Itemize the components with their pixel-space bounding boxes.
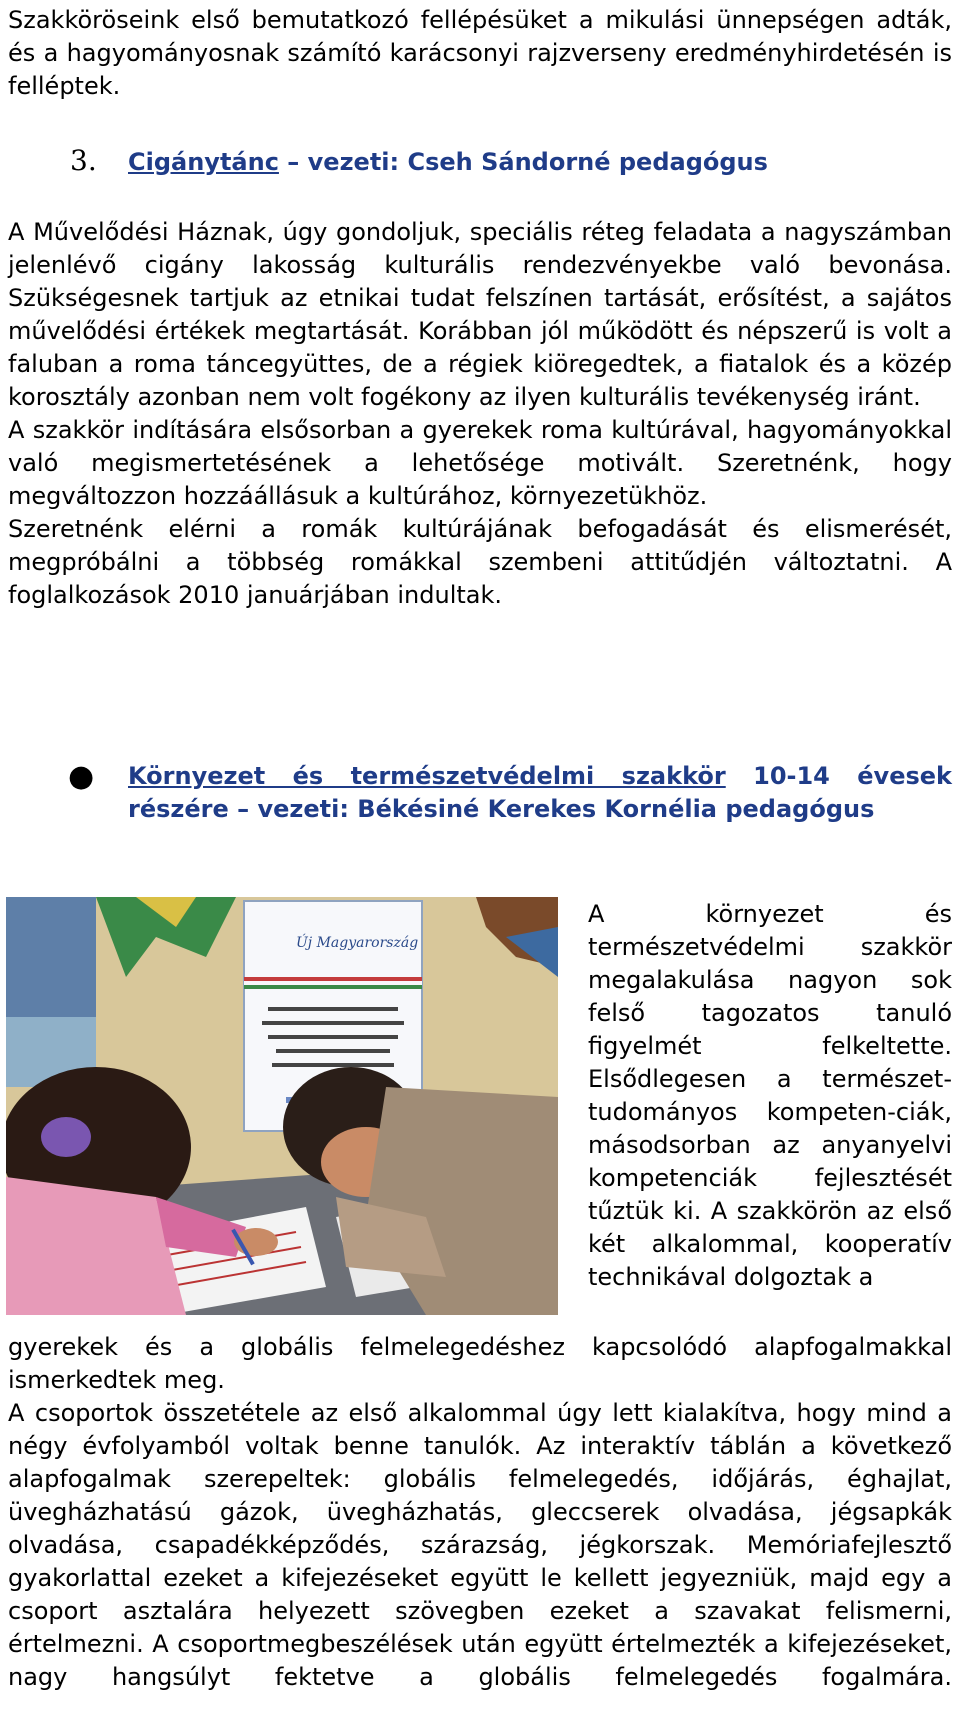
poster-logo-text: Új Magyarország — [296, 935, 419, 951]
side-paragraph: A környezet és természetvédelmi szakkör megalakulása nagyon sok felső tagozatos tanuló figyelmét felkeltette. Elsődlegesen a természet-tudományos kompeten-ciák, másodsorban az anyanyelvi kompetenciák fejlesztését tűztük ki. A szakkörön az első két alkalommal, kooperatív technikával dolgoztak a — [588, 900, 952, 1291]
section-3-title-link[interactable]: Cigánytánc — [128, 148, 279, 176]
wrap-paragraph: gyerekek és a globális felmelegedéshez kapcsolódó alapfogalmakkal ismerkedtek meg. — [8, 1333, 952, 1394]
section-3-body — [8, 216, 952, 612]
section-3-paragraph: A szakkör indítására elsősorban a gyerekek roma kultúrával, hagyományokkal való megismertetésének a lehetősége motivált. Szeretnénk, hogy megváltozzon hozzáállásuk a kultúrához, környezetükhöz. — [8, 416, 952, 510]
bullet-icon: ● — [68, 759, 95, 794]
bullet-section-title — [128, 760, 952, 826]
children-photo — [6, 897, 558, 1315]
children-photo-illustration — [6, 897, 558, 1315]
section-3-paragraph: A Művelődési Háznak, úgy gondoljuk, speciális réteg feladata a nagyszámban jelenlévő cigány lakosság kulturális rendezvényekbe való bevonása. Szükségesnek tartjuk az etnikai tudat felszínen tartását, erősítést, a sajátos művelődési értékek megtartását. Korábban jól működött és népszerű is volt a faluban a roma táncegyüttes, de a régiek kiöregedtek, a fiatalok és a közép korosztály azonban nem volt fogékony az ilyen kulturális tevékenység iránt. — [8, 218, 952, 411]
section-3-paragraph: Szeretnénk elérni a romák kultúrájának befogadását és elismerését, megpróbálni a többség romákkal szembeni attitűdjén változtatni. A foglalkozások 2010 januárjában indultak. — [8, 515, 952, 609]
section-3-title-rest: – vezeti: Cseh Sándorné pedagógus — [278, 148, 768, 176]
section-number: 3. — [70, 144, 97, 177]
section-3-title — [128, 146, 768, 179]
bullet-section-heading — [8, 760, 952, 826]
bullet-section-title-rest: 10-14 évesek részére – vezeti: Békésiné Kerekes Kornélia pedagógus — [128, 762, 952, 823]
section-3-heading — [8, 144, 952, 179]
bullet-section-title-link[interactable]: Környezet és természetvédelmi szakkör — [128, 762, 726, 790]
final-paragraph: A csoportok összetétele az első alkalommal úgy lett kialakítva, hogy mind a négy évfolyamból voltak benne tanulók. Az interaktív táblán a következő alapfogalmak szerepeltek: globális felmelegedés, időjárás, éghajlat, üvegházhatású gázok, üvegházhatás, gleccserek olvadása, jégsapkák olvadása, csapadékképződés, szárazság, jégkorszak. Memóriafejlesztő gyakorlattal ezeket a kifejezéseket együtt le kellett jegyezniük, majd egy a csoport asztalára helyezett szövegben ezeket a szavakat felismerni, értelmezni. A csoportmegbeszélések után együtt értelmezték a kifejezéseket, nagy hangsúlyt fektetve a globális felmelegedés fogalmára. — [8, 1399, 952, 1691]
intro-paragraph: Szakköröseink első bemutatkozó fellépésüket a mikulási ünnepségen adták, és a hagyományosnak számító karácsonyi rajzverseny eredményhirdetésén is felléptek. — [8, 6, 952, 100]
